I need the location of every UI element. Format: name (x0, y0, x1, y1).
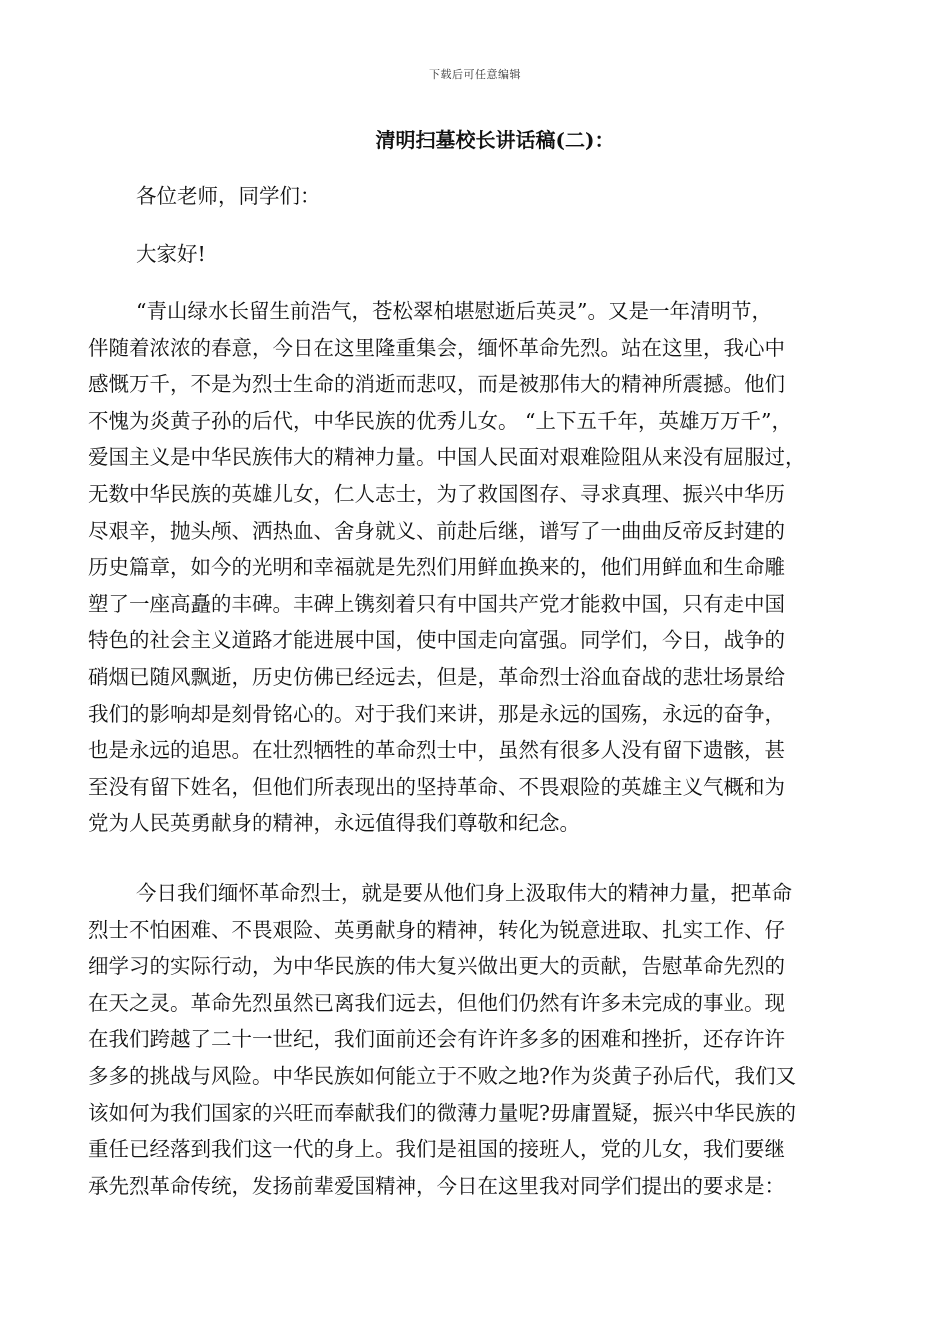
paragraph-line: 伴随着浓浓的春意，今日在这里隆重集会，缅怀革命先烈。站在这里，我心中 (88, 335, 785, 360)
salutation: 各位老师，同学们： (136, 184, 321, 208)
paragraph-line: 感慨万千，不是为烈士生命的消逝而悲叹，而是被那伟大的精神所震撼。他们 (88, 372, 785, 397)
document-title: 清明扫墓校长讲话稿(二)： (375, 128, 615, 152)
paragraph-line: 历史篇章，如今的光明和幸福就是先烈们用鲜血换来的，他们用鲜血和生命雕 (88, 555, 785, 580)
paragraph-line: 特色的社会主义道路才能进展中国，使中国走向富强。同学们，今日，战争的 (88, 628, 785, 653)
paragraph-line: 多多的挑战与风险。中华民族如何能立于不败之地?作为炎黄子孙后代，我们又 (88, 1063, 796, 1088)
paragraph-line: 尽艰辛，抛头颅、洒热血、舍身就义、前赴后继，谱写了一曲曲反帝反封建的 (88, 518, 785, 543)
paragraph-line: 无数中华民族的英雄儿女，仁人志士，为了救国图存、寻求真理、振兴中华历 (88, 481, 785, 506)
header-note: 下载后可任意编辑 (429, 68, 521, 81)
paragraph-2 (88, 875, 878, 1204)
paragraph-1 (88, 293, 878, 842)
paragraph-line: 该如何为我们国家的兴旺而奉献我们的微薄力量呢?毋庸置疑，振兴中华民族的 (88, 1100, 796, 1125)
paragraph-line: 重任已经落到我们这一代的身上。我们是祖国的接班人，党的儿女，我们要继 (88, 1137, 785, 1162)
paragraph-line: 今日我们缅怀革命烈士，就是要从他们身上汲取伟大的精神力量，把革命 (136, 881, 792, 905)
paragraph-line: 烈士不怕困难、不畏艰险、英勇献身的精神，转化为锐意进取、扎实工作、仔 (88, 917, 785, 942)
paragraph-line: 至没有留下姓名，但他们所表现出的坚持革命、不畏艰险的英雄主义气概和为 (88, 774, 785, 799)
paragraph-line: 细学习的实际行动，为中华民族的伟大复兴做出更大的贡献，告慰革命先烈的 (88, 954, 785, 979)
paragraph-line: 硝烟已随风飘逝，历史仿佛已经远去，但是，革命烈士浴血奋战的悲壮场景给 (88, 664, 785, 689)
paragraph-line: 塑了一座高矗的丰碑。丰碑上镌刻着只有中国共产党才能救中国，只有走中国 (88, 591, 785, 616)
paragraph-line: 不愧为炎黄子孙的后代，中华民族的优秀儿女。 “上下五千年，英雄万万千”， (88, 408, 792, 433)
paragraph-line: 在我们跨越了二十一世纪，我们面前还会有许许多多的困难和挫折，还存许许 (88, 1027, 785, 1052)
paragraph-line: 爱国主义是中华民族伟大的精神力量。中国人民面对艰难险阻从来没有屈服过， (88, 445, 806, 470)
paragraph-line: 承先烈革命传统，发扬前辈爱国精神，今日在这里我对同学们提出的要求是： (88, 1173, 785, 1198)
paragraph-line: “青山绿水长留生前浩气，苍松翠柏堪慰逝后英灵”。又是一年清明节， (136, 299, 772, 323)
paragraph-line: 党为人民英勇献身的精神，永远值得我们尊敬和纪念。 (88, 811, 580, 836)
paragraph-line: 也是永远的追思。在壮烈牺牲的革命烈士中，虽然有很多人没有留下遗骸，甚 (88, 738, 785, 763)
paragraph-line: 我们的影响却是刻骨铭心的。对于我们来讲，那是永远的国殇，永远的奋争， (88, 701, 785, 726)
greeting: 大家好! (136, 242, 206, 266)
paragraph-line: 在天之灵。革命先烈虽然已离我们远去，但他们仍然有许多未完成的事业。现 (88, 990, 785, 1015)
